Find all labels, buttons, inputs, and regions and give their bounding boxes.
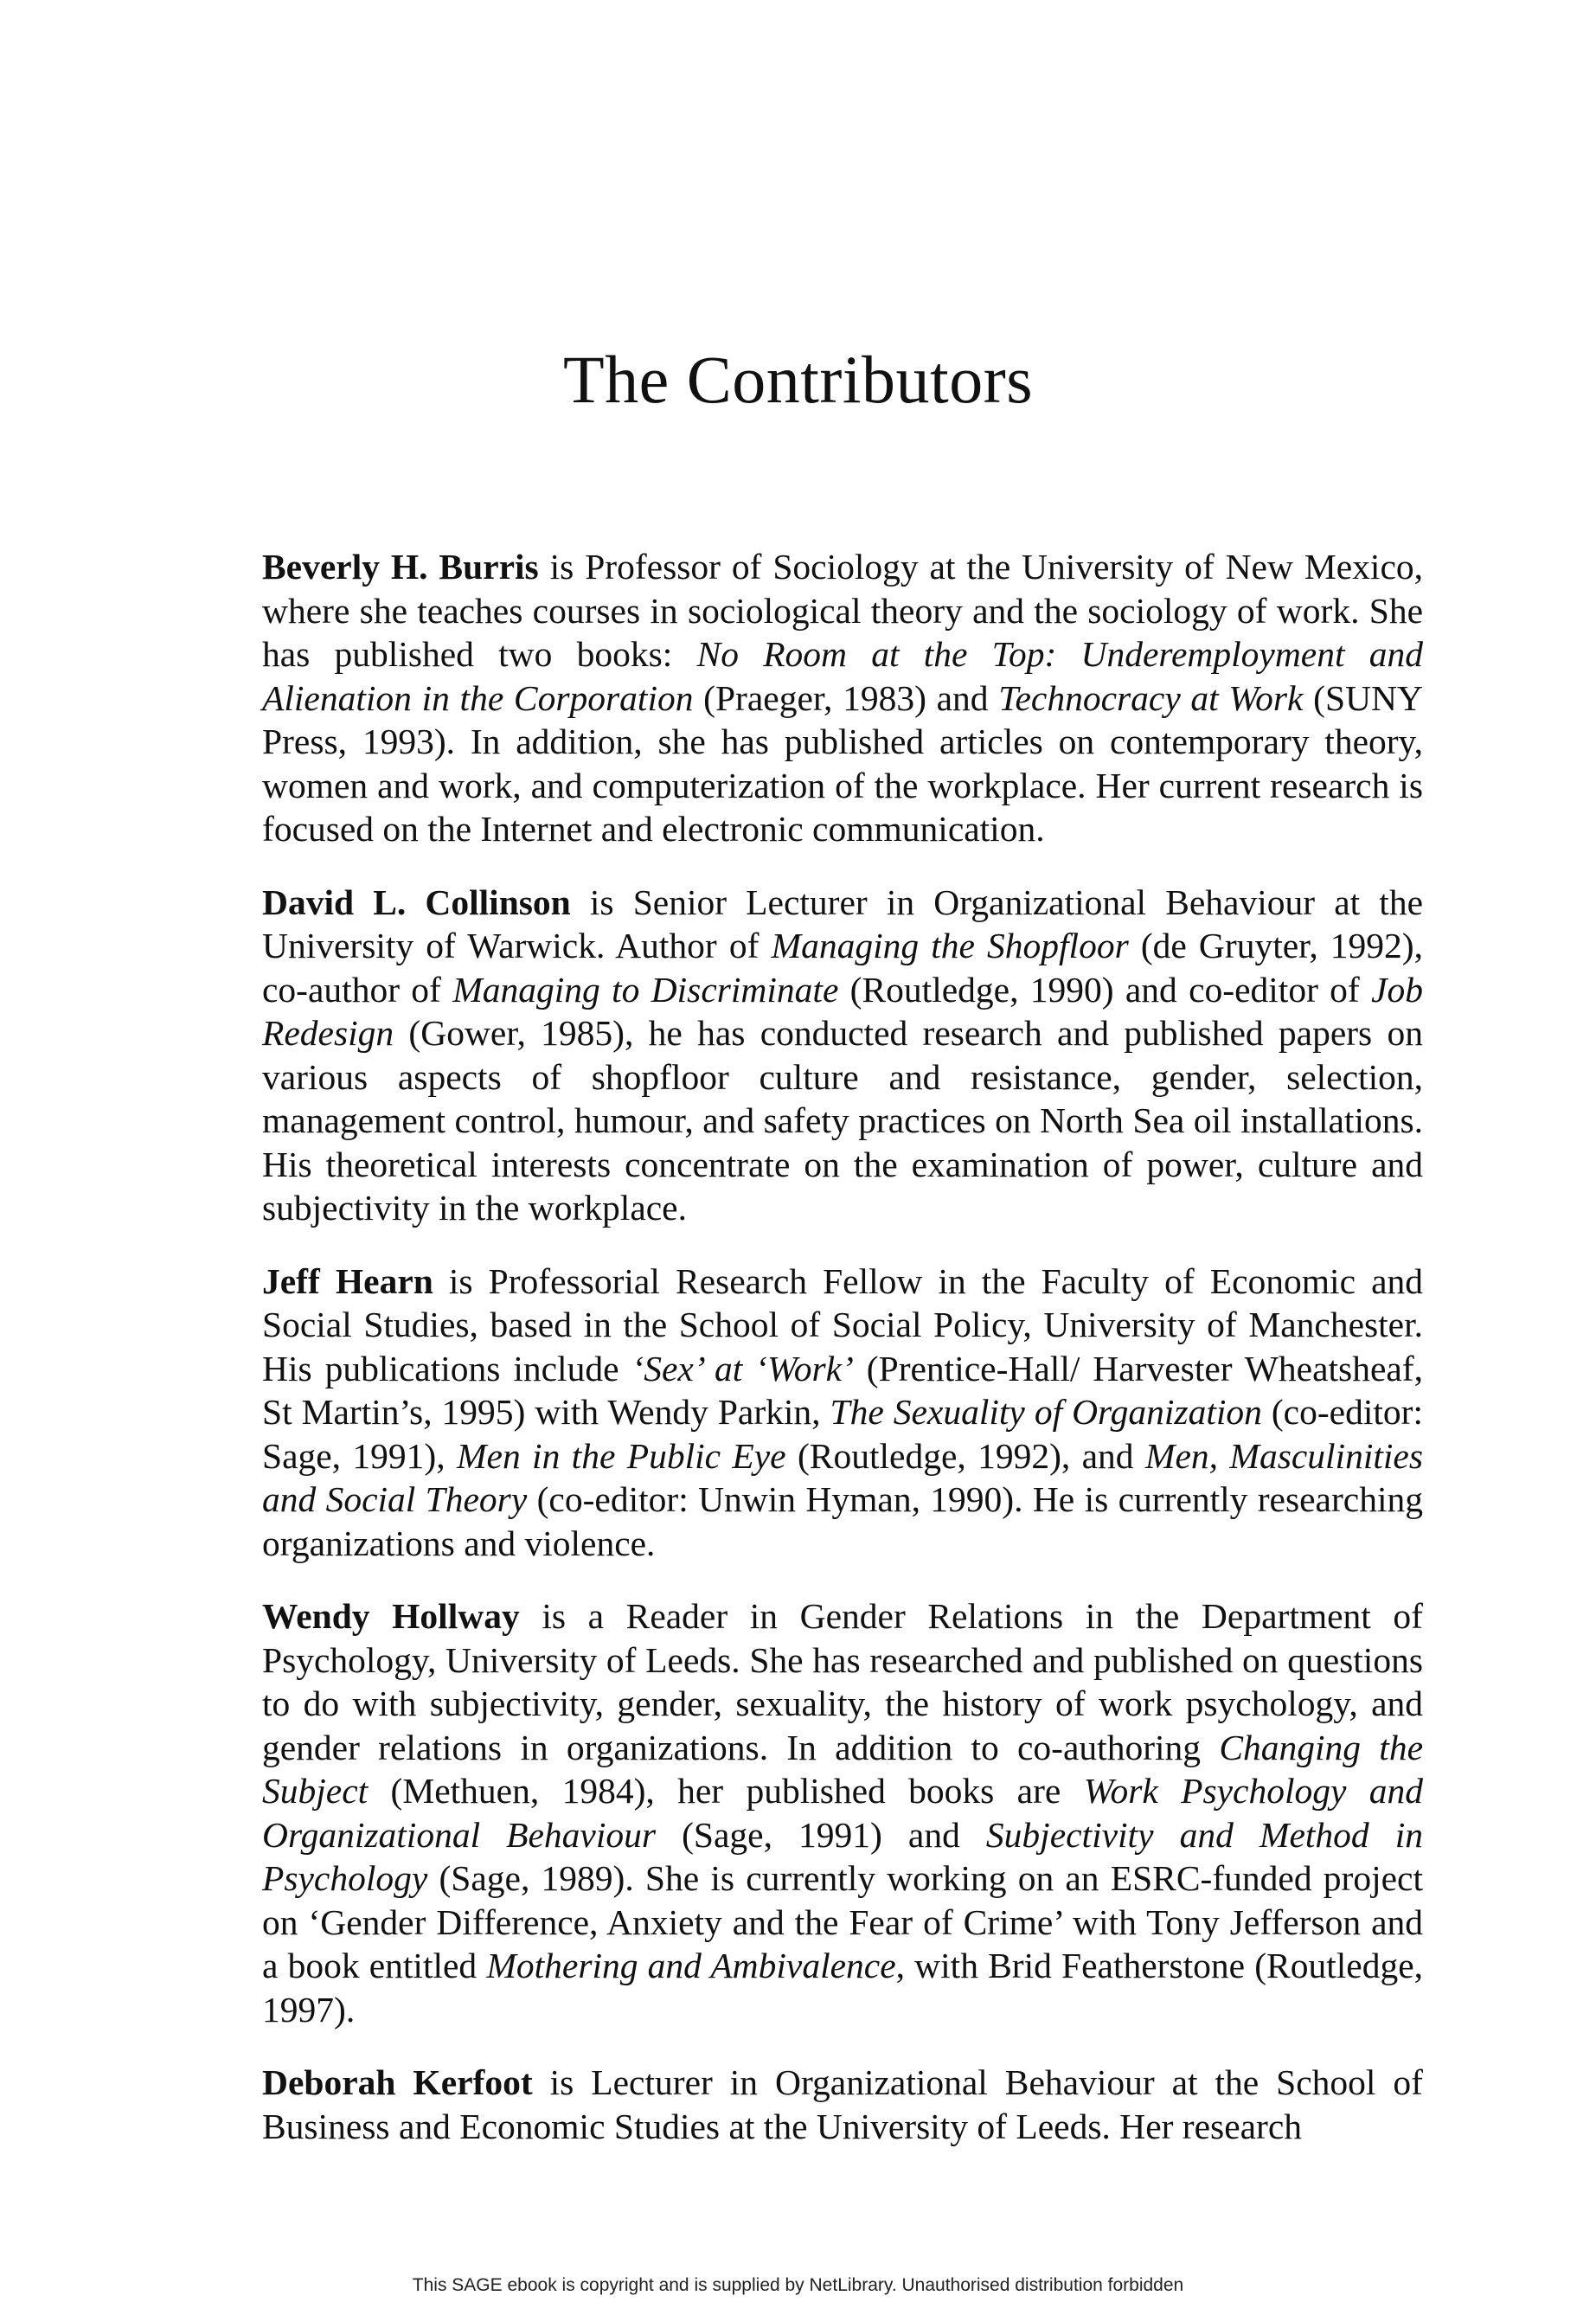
contributor-name: Beverly H. Burris	[262, 547, 539, 587]
bio-text: (de Gruyter, 1992), co-author of	[262, 926, 1423, 1010]
publication-title: Men in the Public Eye	[456, 1435, 786, 1476]
publication-title: ‘Sex’ at ‘Work’	[631, 1348, 854, 1388]
contributor-bio	[262, 2061, 1423, 2148]
publication-title: Changing the Subject	[262, 1727, 1423, 1811]
publication-title: No Room at the Top: Underemployment and Alienation in the Corporation	[262, 634, 1423, 718]
bio-text: , with Brid Featherstone (Routledge, 1997).	[262, 1946, 1423, 2030]
publication-title: Managing to Discriminate	[452, 969, 839, 1010]
publication-title: Men, Masculinities and Social Theory	[262, 1435, 1423, 1519]
publication-title: Job Redesign	[262, 969, 1423, 1053]
bio-text: (Gower, 1985), he has conducted research and published papers on various aspects of shopfloor culture and resistance, gender, selection, management control, humour, and safety practices on North Sea oil installations. His theoretical interests concentrate on the examination of power, culture and subjectivity in the workplace.	[262, 1013, 1423, 1228]
publication-title: Subjectivity and Method in Psychology	[262, 1814, 1423, 1898]
bio-text: is Lecturer in Organizational Behaviour at the School of Business and Economic Studies at the University of Leeds. Her research	[262, 2062, 1423, 2146]
contributor-bio	[262, 1594, 1423, 2031]
bio-text: (Praeger, 1983) and	[693, 677, 999, 718]
page-title: The Contributors	[562, 342, 1034, 417]
bio-text: is Senior Lecturer in Organizational Behaviour at the University of Warwick. Author of	[262, 882, 1423, 965]
contributor-name: Deborah Kerfoot	[262, 2062, 533, 2102]
bio-text: is Professor of Sociology at the University of New Mexico, where she teaches courses in sociological theory and the sociology of work. She has published two books:	[262, 547, 1423, 674]
publication-title: Mothering and Ambivalence	[486, 1946, 896, 1985]
copyright-footer: This SAGE ebook is copyright and is supplied by NetLibrary. Unauthorised distribution forbidden	[412, 2275, 1184, 2295]
contributor-name: Jeff Hearn	[262, 1260, 433, 1301]
contributor-name: Wendy Hollway	[262, 1596, 520, 1636]
bio-text: (Routledge, 1990) and co-editor of	[838, 969, 1372, 1010]
bio-text: (Routledge, 1992), and	[785, 1435, 1145, 1476]
bio-text: (Sage, 1989). She is currently working on an ESRC-funded project on ‘Gender Difference, Anxiety and the Fear of Crime’ with Tony Jefferson and a book entitled	[262, 1858, 1423, 1985]
bio-text: (co-editor: Unwin Hyman, 1990). He is currently researching organizations and violence.	[262, 1479, 1423, 1563]
bio-text: (Prentice-Hall/ Harvester Wheatsheaf, St Martin’s, 1995) with Wendy Parkin,	[262, 1348, 1423, 1432]
contributor-bio	[262, 545, 1423, 851]
contributors-list	[262, 545, 1423, 2177]
bio-text: (Methuen, 1984), her published books are	[368, 1771, 1084, 1811]
contributor-name: David L. Collinson	[262, 882, 571, 922]
bio-text: (co-editor: Sage, 1991),	[262, 1392, 1423, 1476]
publication-title: Work Psychology and Organizational Behaviour	[262, 1771, 1424, 1855]
bio-text: (Sage, 1991) and	[656, 1814, 986, 1855]
publication-title: Managing the Shopfloor	[771, 926, 1129, 965]
bio-text: (SUNY Press, 1993). In addition, she has published articles on contemporary theory, women and work, and computerization of the workplace. Her current research is focused on the Internet and electronic communication.	[262, 677, 1423, 849]
publication-title: The Sexuality of Organization	[830, 1392, 1262, 1432]
bio-text: is a Reader in Gender Relations in the Department of Psychology, University of Leeds. She has researched and published on questions to do with subjectivity, gender, sexuality, the history of work psychology, and gender relations in organizations. In addition to co-authoring	[262, 1596, 1424, 1767]
publication-title: Technocracy at Work	[998, 677, 1304, 718]
contributor-bio	[262, 1260, 1423, 1566]
contributor-bio	[262, 881, 1423, 1230]
bio-text: is Professorial Research Fellow in the Faculty of Economic and Social Studies, based in the School of Social Policy, University of Manchester. His publications include	[262, 1260, 1423, 1388]
